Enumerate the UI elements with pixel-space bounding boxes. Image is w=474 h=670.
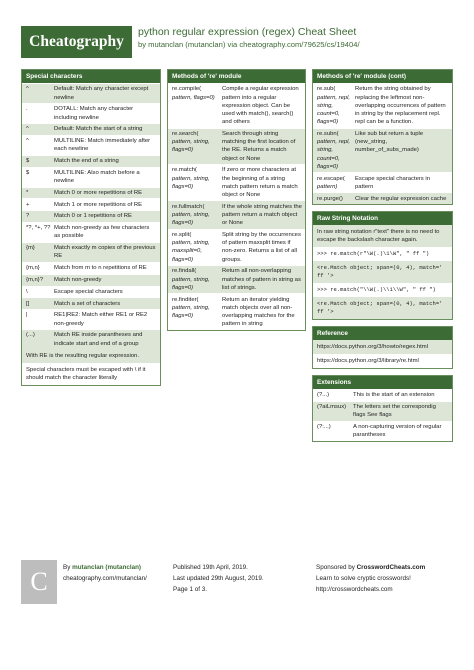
table-row [22, 167, 160, 187]
by-label: by [138, 40, 147, 49]
footer-by: By [63, 564, 71, 571]
footer [21, 560, 456, 620]
table-row [313, 83, 452, 128]
table-row [22, 198, 160, 210]
method-signature [172, 166, 222, 199]
row-value: Compile a regular expression pattern into a regular expression object. Can be used with match(), search() and others [222, 86, 299, 126]
table-row [22, 329, 160, 349]
method-name: re.match( [172, 167, 197, 174]
row-key: {m,n} [26, 265, 40, 272]
method-name: re.sub( [317, 86, 336, 93]
row-value: Match 0 or 1 repetitions of RE [54, 213, 132, 220]
methods-cont-box [312, 69, 453, 205]
row-value: Match 1 or more repetitions of RE [54, 201, 143, 208]
row-key: ^ [26, 86, 29, 93]
row-value: Clear the regular expression cache [355, 195, 447, 202]
row-value: Escape special characters [54, 288, 123, 295]
cheatography-c-icon: C [21, 560, 57, 604]
row-value: If zero or more characters at the beginning of a string match pattern return a match object or None [222, 167, 298, 198]
table-row [22, 286, 160, 298]
method-signature [172, 267, 222, 292]
row-value: Escape special characters in pattern [355, 175, 430, 190]
section-title: Special characters [22, 70, 160, 83]
row-value: DOTALL: Match any character including newline [54, 106, 134, 121]
row-key: [] [26, 300, 30, 307]
row-key: {m,n}? [26, 277, 44, 284]
row-key: ? [26, 213, 30, 220]
methods-box [167, 69, 306, 331]
raw-string-box [312, 211, 453, 320]
table-row [22, 262, 160, 274]
table-row [313, 421, 452, 441]
section-title: Methods of 're' module [168, 70, 305, 83]
sponsor-url[interactable]: http://crosswordcheats.com [316, 586, 393, 593]
footer-sponsor [316, 562, 425, 573]
row-key: ^ [26, 138, 29, 145]
row-value: Search through string matching the first location of the RE. Returns a match object or None [222, 130, 296, 162]
page-title[interactable]: python regular expression (regex) Cheat Sheet [138, 26, 357, 38]
raw-intro: In raw string notation r"text" there is no need to escape the backslash character again. [313, 225, 452, 247]
row-key: | [26, 312, 28, 319]
reference-link[interactable]: https://docs.python.org/3/library/re.html [313, 354, 452, 368]
special-characters-box [21, 69, 161, 386]
row-key: + [26, 201, 30, 208]
method-name: re.findall( [172, 268, 197, 275]
byline [138, 40, 360, 49]
cheatography-logo[interactable]: Cheatography [21, 26, 132, 58]
footer-page: Page 1 of 3. [173, 586, 207, 593]
table-row [22, 83, 160, 103]
method-signature [172, 130, 222, 163]
row-key: $ [26, 158, 30, 165]
row-value: Split string by the occurrences of pattern maxsplit times if non-zero. Returns a list of all groups. [222, 231, 301, 263]
table-row [22, 242, 160, 262]
method-signature [317, 195, 355, 203]
column-2 [167, 69, 306, 337]
method-args: pattern, string, flags=0) [172, 304, 210, 319]
row-value: Match the end of a string [54, 158, 119, 165]
method-args: pattern, string, flags=0) [172, 175, 210, 190]
row-key: . [26, 106, 28, 113]
column-3 [312, 69, 453, 448]
method-signature [317, 85, 355, 126]
method-args: pattern, string, flags=0) [172, 139, 210, 154]
footer-author [63, 562, 141, 573]
row-key: (?:...) [317, 424, 331, 431]
table-row [313, 172, 452, 192]
table-row [313, 389, 452, 401]
method-name: re.escape( [317, 175, 345, 182]
row-value: Default: Match the start of a string [54, 126, 143, 133]
method-signature [172, 296, 222, 329]
row-value: Return the string obtained by replacing the leftmost non-overlapping occurrences of pattern in string by the replacement repl. repl can be a function. [355, 86, 446, 126]
table-row [22, 123, 160, 135]
method-signature [317, 130, 355, 171]
row-key: (...) [26, 332, 35, 339]
special-rows [22, 83, 160, 349]
row-value: Match non-greedy as few characters as possible [54, 225, 150, 240]
table-row [22, 222, 160, 242]
header [21, 26, 456, 58]
row-key: $ [26, 169, 30, 176]
row-value: Like sub but return a tuple (new_string, number_of_subs_made) [355, 130, 424, 154]
row-value: Match from m to n repetitions of RE [54, 265, 147, 272]
row-value: MULTILINE: Also match before a newline [54, 169, 140, 185]
author-link[interactable]: mutanclan (mutanclan) [148, 40, 226, 49]
sponsor-link[interactable]: CrosswordCheats.com [356, 564, 426, 571]
method-name: re.fullmatch( [172, 203, 205, 210]
row-key: (?aiLmsux) [317, 404, 347, 411]
table-row [168, 293, 305, 329]
row-value: RE1|RE2: Match either RE1 or RE2 non-greedy [54, 312, 148, 327]
row-key: ^ [26, 126, 29, 133]
code-line: >>> re.match(r"\W(.)\1\W", " ff ") [313, 247, 452, 261]
table-row [22, 274, 160, 286]
code-line: <re.Match object; span=(0, 4), match=' ff '> [313, 261, 452, 283]
method-name: re.subn( [317, 130, 339, 137]
code-line: >>> re.match("\\W(.)\\1\\W", " ff ") [313, 283, 452, 297]
method-args: pattern, string, flags=0) [172, 276, 210, 291]
table-row [313, 401, 452, 421]
footer-updated: Last updated 29th August, 2019. [173, 575, 264, 582]
table-row [22, 309, 160, 329]
method-signature [172, 203, 222, 228]
row-value: The letters set the correspondig flags See flags [353, 404, 436, 419]
row-key: (?...) [317, 392, 330, 399]
table-row [168, 265, 305, 293]
section-title: Methods of 're' module (cont) [313, 70, 452, 83]
column-1 [21, 69, 161, 392]
row-value: MULTILINE: Match immediately after each newline [54, 138, 151, 153]
section-title: Reference [313, 327, 452, 340]
table-row [168, 164, 305, 200]
method-signature [317, 175, 355, 191]
table-row [168, 200, 305, 228]
special-note-2: Special characters must be escaped with \ if it should match the character literally [22, 363, 160, 385]
table-row [22, 297, 160, 309]
row-value: Match a set of characters [54, 300, 121, 307]
row-value: Match exactly m copies of the previous RE [54, 245, 156, 260]
method-name: re.purge() [317, 195, 343, 202]
row-value: Return an iterator yielding match objects over all non-overlapping matches for the pattern in string [222, 296, 295, 328]
method-args: pattern, repl, string, count=0, flags=0) [317, 139, 351, 170]
method-name: re.split( [172, 231, 192, 238]
table-row [168, 128, 305, 164]
table-row [313, 192, 452, 204]
row-key: *?, *+, ?? [26, 225, 51, 232]
row-value: Match RE inside parantheses and indicate start and end of a group [54, 332, 143, 347]
footer-author-url[interactable]: cheatography.com/mutanclan/ [63, 575, 147, 582]
row-key: * [26, 189, 29, 196]
table-row [168, 83, 305, 128]
row-value: Return all non-overlapping matches of pattern in string as list of strings. [222, 268, 301, 291]
method-args: pattern, repl, string, count=0, flags=0) [317, 94, 351, 126]
row-key: {m} [26, 245, 35, 252]
extensions-box [312, 375, 453, 442]
method-name: re.search( [172, 130, 199, 137]
row-key: \ [26, 288, 28, 295]
table-row [22, 155, 160, 167]
table-row [22, 210, 160, 222]
reference-link[interactable]: https://docs.python.org/3/howto/regex.html [313, 340, 452, 354]
method-signature [172, 85, 222, 126]
method-args: pattern) [317, 183, 338, 190]
row-value: This is the start of an extension [353, 392, 435, 399]
method-name: re.compile( [172, 86, 202, 93]
row-value: If the whole string matches the pattern return a match object or None [222, 203, 302, 227]
reference-box [312, 326, 453, 369]
section-title: Raw String Notation [313, 212, 452, 225]
method-name: re.finditer( [172, 296, 199, 303]
section-title: Extensions [313, 376, 452, 389]
table-row [313, 128, 452, 173]
via-label: via [227, 40, 238, 49]
table-row [22, 135, 160, 155]
code-line: <re.Match object; span=(0, 4), match=' ff '> [313, 297, 452, 319]
table-row [168, 229, 305, 265]
table-row [22, 187, 160, 199]
row-value: Match non-greedy [54, 277, 102, 284]
row-value: A non-capturing version of regular parantheses [353, 424, 442, 439]
footer-published: Published 19th April, 2019. [173, 564, 248, 571]
method-args: pattern, string, flags=0) [172, 211, 210, 227]
table-row [22, 103, 160, 123]
method-args: pattern, flags=0) [172, 94, 215, 101]
row-value: Default: Match any character except newline [54, 86, 149, 101]
special-note-1: With RE is the resulting regular expression. [22, 349, 160, 363]
method-args: pattern, string, maxsplit=0, flags=0) [172, 240, 210, 263]
footer-author-link[interactable]: mutanclan (mutanclan) [72, 564, 142, 571]
sponsor-prefix: Sponsored by [316, 564, 355, 571]
row-value: Match 0 or more repetitions of RE [54, 189, 143, 196]
sheet-url-link[interactable]: cheatography.com/79625/cs/19404/ [239, 40, 360, 49]
sponsor-text: Learn to solve cryptic crosswords! [316, 575, 411, 582]
method-signature [172, 231, 222, 264]
